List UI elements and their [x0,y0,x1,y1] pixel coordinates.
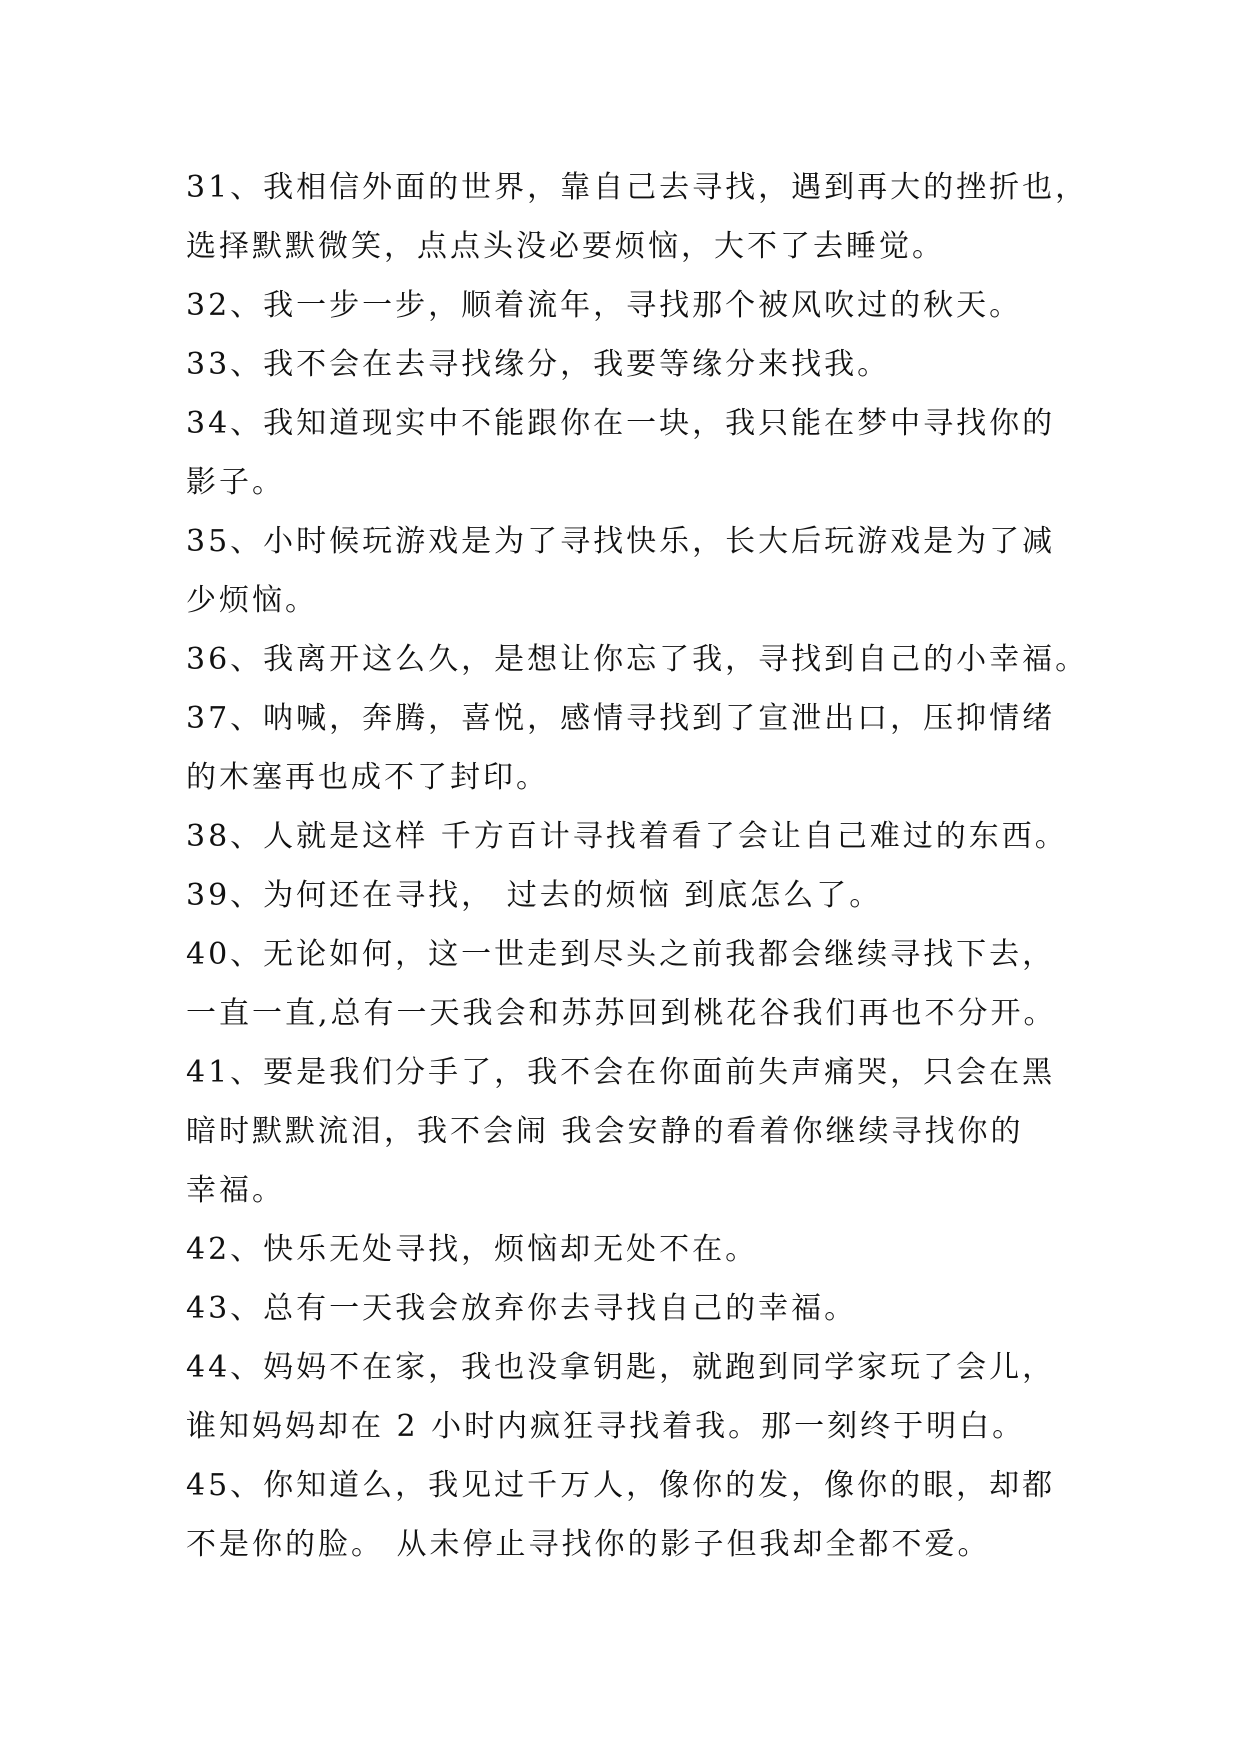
text-line-24: 不是你的脸。 从未停止寻找你的影子但我却全都不爱。 [186,1527,991,1562]
text-line-20: 43、总有一天我会放弃你去寻找自己的幸福。 [186,1291,858,1326]
text-line-17: 暗时默默流泪，我不会闹 我会安静的看着你继续寻找你的 [186,1114,1024,1149]
text-line-5: 34、我知道现实中不能跟你在一块，我只能在梦中寻找你的 [186,406,1056,441]
text-line-12: 38、人就是这样 千方百计寻找着看了会让自己难过的东西。 [186,819,1068,854]
text-line-21: 44、妈妈不在家，我也没拿钥匙，就跑到同学家玩了会儿， [186,1350,1056,1385]
text-line-11: 的木塞再也成不了封印。 [186,760,549,795]
text-line-3: 32、我一步一步，顺着流年，寻找那个被风吹过的秋天。 [186,288,1023,323]
text-line-1: 31、我相信外面的世界，靠自己去寻找，遇到再大的挫折也， [186,170,1089,205]
text-line-23: 45、你知道么，我见过千万人，像你的发，像你的眼，却都 [186,1468,1056,1503]
text-line-6: 影子。 [186,465,285,500]
text-line-22: 谁知妈妈却在 2 小时内疯狂寻找着我。那一刻终于明白。 [186,1409,1026,1444]
text-line-13: 39、为何还在寻找， 过去的烦恼 到底怎么了。 [186,878,883,913]
text-line-16: 41、要是我们分手了，我不会在你面前失声痛哭，只会在黑 [186,1055,1056,1090]
text-line-9: 36、我离开这么久，是想让你忘了我，寻找到自己的小幸福。 [186,642,1089,677]
text-line-15: 一直一直,总有一天我会和苏苏回到桃花谷我们再也不分开。 [186,996,1057,1031]
text-line-19: 42、快乐无处寻找，烦恼却无处不在。 [186,1232,759,1267]
text-line-2: 选择默默微笑，点点头没必要烦恼，大不了去睡觉。 [186,229,945,264]
text-line-18: 幸福。 [186,1173,285,1208]
text-line-14: 40、无论如何，这一世走到尽头之前我都会继续寻找下去， [186,937,1056,972]
text-line-4: 33、我不会在去寻找缘分，我要等缘分来找我。 [186,347,891,382]
text-line-7: 35、小时候玩游戏是为了寻找快乐，长大后玩游戏是为了减 [186,524,1056,559]
text-line-10: 37、呐喊，奔腾，喜悦，感情寻找到了宣泄出口，压抑情绪 [186,701,1056,736]
text-line-8: 少烦恼。 [186,583,318,618]
document-body [186,158,1089,1574]
